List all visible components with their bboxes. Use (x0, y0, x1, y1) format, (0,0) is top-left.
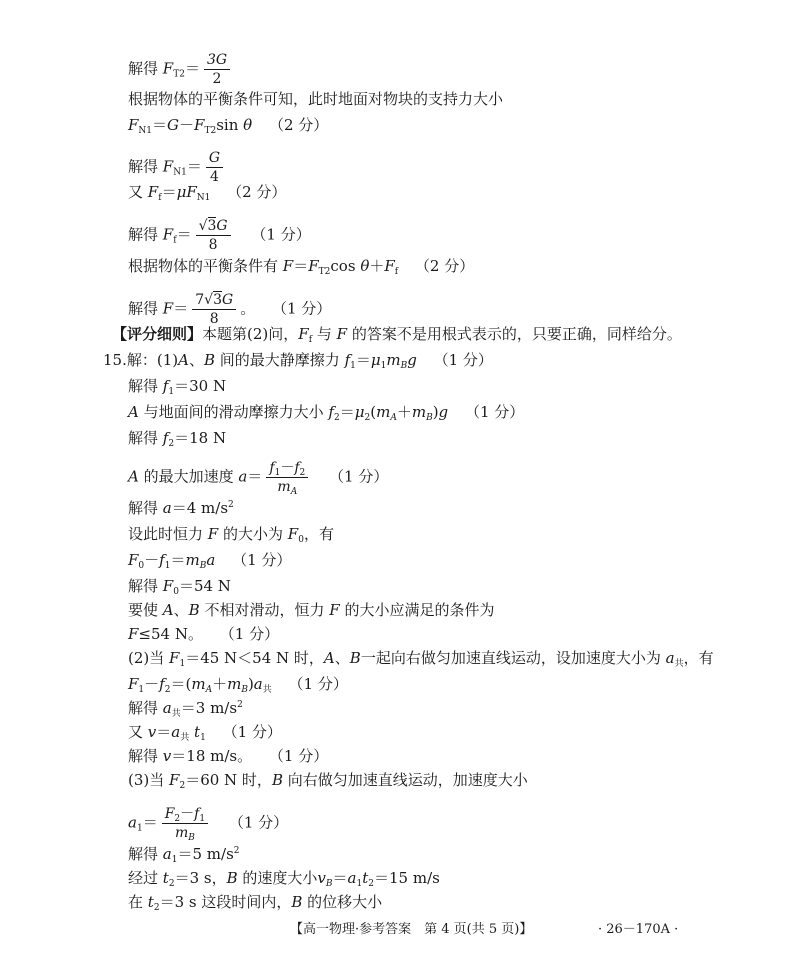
symbol: B (203, 351, 215, 369)
line-solve-v (128, 746, 328, 766)
symbol: m (227, 675, 242, 693)
text: 根据物体的平衡条件可知，此时地面对物块的支持力大小 (128, 90, 504, 108)
subscript: 1 (350, 361, 356, 371)
fraction (206, 150, 223, 185)
symbol: F (162, 299, 174, 318)
line-q15-start (103, 350, 493, 370)
symbol: m (386, 351, 401, 369)
line-solve-a (128, 498, 234, 518)
subscript: 1 (168, 387, 175, 397)
subscript: 0 (298, 535, 304, 545)
plus: ＋ (212, 675, 228, 693)
equals: ＝ (156, 723, 172, 741)
symbol: g (407, 351, 417, 369)
text: ＝45 N＜54 N 时， (185, 649, 324, 667)
equals: ＝ (173, 299, 189, 318)
subscript: B (241, 685, 248, 695)
symbol: F (162, 59, 174, 78)
subscript: N1 (138, 126, 153, 136)
subscript: 1 (164, 561, 171, 571)
symbol: a (162, 499, 172, 517)
symbol: f (294, 460, 300, 476)
value: ≤54 N。 (138, 625, 203, 643)
symbol: F (162, 157, 174, 176)
subscript: 1 (138, 685, 145, 695)
subscript: 2 (364, 413, 371, 423)
equals: ＝ (170, 551, 186, 569)
line-solve-f1 (128, 376, 226, 396)
equals: ＝ (161, 183, 177, 201)
equals: ＝ (142, 813, 158, 832)
function: sin (216, 116, 239, 134)
fraction (196, 218, 231, 253)
symbol: a (128, 813, 137, 832)
label: 解得 (128, 225, 159, 244)
text: ，有 (303, 525, 334, 543)
separator: 、 (334, 649, 350, 667)
fraction (192, 292, 236, 327)
text: 的位移大小 (307, 893, 383, 911)
label: 解得 (128, 699, 159, 717)
subscript: f (173, 235, 177, 246)
text: ＝3 s， (174, 869, 227, 887)
value: ＝5 m/s (177, 845, 234, 863)
score: （2 分） (227, 183, 287, 201)
symbol: μ (370, 351, 381, 369)
symbol: a (162, 699, 172, 717)
fraction (266, 460, 308, 495)
subscript: 1 (356, 879, 363, 889)
denominator (274, 478, 300, 495)
symbol: F (207, 525, 219, 543)
symbol: F (128, 675, 139, 693)
symbol: B (349, 649, 361, 667)
fraction (162, 806, 208, 841)
line-solve-f (128, 292, 331, 327)
subscript: T2 (173, 69, 185, 80)
subscript: A (205, 685, 213, 695)
text: 经过 (128, 869, 159, 887)
subscript: 1 (274, 468, 281, 478)
superscript: 2 (233, 846, 240, 856)
symbol: F (162, 225, 174, 244)
symbol: μF (176, 183, 197, 201)
subscript: 1 (199, 814, 206, 824)
line-solve-a1 (128, 844, 240, 864)
symbol: m (376, 403, 391, 421)
symbol: g (438, 403, 449, 421)
symbol: F (194, 116, 205, 134)
label: 解得 (128, 845, 159, 863)
line-solve-a-gong (128, 698, 243, 718)
score: （1 分） (251, 225, 311, 244)
score: （1 分） (464, 403, 525, 421)
fraction (204, 52, 230, 87)
text: ＝60 N 时， (185, 771, 272, 789)
line-equation (128, 402, 524, 422)
text: 的大小应满足的条件为 (344, 601, 495, 619)
equals: ＝ (247, 467, 263, 486)
equals: ＝ (355, 351, 371, 369)
text: 的大小为 (223, 525, 284, 543)
subscript: 0 (138, 561, 145, 571)
line-solve-f2 (128, 428, 226, 448)
text: 与 (316, 325, 332, 343)
footer-page-info: 【高一物理·参考答案 第 4 页(共 5 页)】 (290, 922, 533, 937)
symbol: F (128, 625, 139, 643)
text: 与地面间的滑动摩擦力大小 (143, 403, 324, 421)
symbol: m (174, 825, 189, 841)
subscript: N1 (173, 167, 187, 178)
symbol: B (271, 771, 283, 789)
subscript: 共 (171, 709, 181, 719)
denominator: 8 (209, 311, 219, 327)
numerator (162, 806, 208, 824)
symbol: a (665, 649, 675, 667)
line-solve-f0 (128, 576, 231, 596)
subscript: 1 (179, 659, 186, 669)
label: 解得 (128, 299, 159, 318)
line-solve-fn1 (128, 150, 227, 185)
label: 解得 (128, 747, 159, 765)
subscript: 2 (174, 814, 181, 824)
symbol: F (128, 116, 139, 134)
symbol: f (344, 351, 351, 369)
subscript: A (290, 487, 298, 497)
value: ＝15 m/s (373, 869, 440, 887)
symbol: F (336, 325, 348, 343)
subscript: 2 (299, 468, 306, 478)
symbol: A (178, 351, 189, 369)
line-velocity-b (128, 868, 440, 888)
subscript: f (158, 193, 162, 203)
symbol: θ (243, 116, 253, 134)
symbol: F (147, 183, 159, 201)
score: （1 分） (222, 723, 282, 741)
numerator: G (206, 150, 223, 168)
line-equation (128, 256, 474, 276)
value: ＝3 m/s (180, 699, 238, 717)
symbol: F (162, 577, 174, 595)
line-equation (128, 722, 282, 742)
text: (3)当 (128, 771, 165, 789)
line-equation (128, 550, 291, 570)
text: 一起向右做匀加速直线运动，设加速度大小为 (360, 649, 661, 667)
line-grading-note (112, 324, 682, 344)
symbol: f (162, 377, 169, 395)
symbol: a (238, 467, 248, 486)
line-solve-ft2 (128, 52, 234, 87)
subscript: 共 (674, 659, 684, 669)
score: （1 分） (228, 813, 289, 832)
subscript: 1 (200, 733, 206, 743)
symbol: m (185, 551, 200, 569)
symbol: t (362, 869, 369, 887)
line-max-accel (128, 460, 388, 495)
symbol: a (347, 869, 357, 887)
subscript: T2 (318, 267, 331, 277)
text: 的答案不是用根式表示的，只要正确，同样给分。 (351, 325, 682, 343)
symbol: m (411, 403, 427, 421)
text: 解：(1) (126, 351, 179, 369)
score: （2 分） (268, 116, 329, 134)
line-condition (128, 624, 279, 644)
question-number: 15. (103, 351, 127, 369)
symbol: F (164, 806, 175, 822)
label: 解得 (128, 59, 159, 78)
score: （1 分） (433, 351, 493, 369)
text: ，有 (683, 649, 714, 667)
symbol: G (167, 116, 180, 134)
symbol: f (194, 806, 200, 822)
line-accel-b (128, 806, 288, 841)
subscript: 2 (168, 879, 175, 889)
footer-code: · 26－170A · (598, 922, 679, 937)
symbol: F (384, 257, 395, 275)
symbol: f (159, 675, 165, 693)
symbol: G (216, 218, 228, 234)
subscript: 1 (171, 855, 178, 865)
symbol: F (287, 525, 299, 543)
score: （1 分） (268, 747, 329, 765)
subscript: A (390, 413, 397, 423)
line-text (128, 89, 503, 109)
superscript: 2 (237, 700, 243, 710)
symbol: B (291, 893, 303, 911)
text: 要使 (128, 601, 159, 619)
text: 根据物体的平衡条件有 (128, 257, 279, 275)
score: （1 分） (271, 299, 332, 318)
symbol: B (226, 869, 238, 887)
line-part3 (128, 770, 528, 790)
equals: ＝ (332, 869, 348, 887)
minus: － (179, 116, 195, 134)
line-solve-ff (128, 218, 311, 253)
symbol: t (194, 723, 201, 741)
symbol: a (253, 675, 263, 693)
symbol: F (282, 257, 294, 275)
value: ＝54 N (178, 577, 231, 595)
equals: ＝ (184, 59, 200, 78)
symbol: A (323, 649, 335, 667)
symbol: F (298, 325, 309, 343)
symbol: m (277, 479, 291, 495)
separator: 、 (173, 601, 189, 619)
line-equation (128, 182, 286, 202)
text: 不相对滑动，恒力 (204, 601, 325, 619)
superscript: 2 (228, 500, 234, 510)
symbol: a (171, 723, 181, 741)
numerator: √3G (196, 218, 231, 236)
subscript: 1 (136, 823, 143, 834)
plus: ＋ (369, 257, 385, 275)
page-footer (0, 919, 800, 941)
label: 解得 (128, 429, 159, 447)
subscript: 0 (173, 587, 179, 597)
label: 解得 (128, 377, 159, 395)
plus: ＋ (396, 403, 412, 421)
symbol: f (328, 403, 334, 421)
subscript: 2 (179, 781, 186, 791)
minus: － (144, 675, 160, 693)
grading-tag: 【评分细则】 (112, 325, 203, 343)
symbol: F (308, 257, 319, 275)
paren: ( (370, 403, 377, 421)
text: 间的最大静摩擦力 (219, 351, 340, 369)
symbol: B (188, 601, 200, 619)
subscript: 共 (262, 685, 272, 695)
numerator: 7√3G (192, 292, 236, 310)
symbol: a (162, 845, 172, 863)
subscript: B (426, 413, 433, 423)
radicand: 3 (213, 292, 222, 308)
radicand: 3 (207, 218, 217, 234)
subscript: 共 (180, 733, 190, 743)
equals: ＝ (339, 403, 355, 421)
text: ＝3 s 这段时间内， (159, 893, 292, 911)
text: 的最大加速度 (143, 467, 234, 486)
label: 解得 (128, 577, 159, 595)
text: 本题第(2)问， (202, 325, 299, 343)
line-text (128, 524, 334, 544)
equals: ＝ (293, 257, 309, 275)
subscript: 2 (333, 413, 340, 423)
subscript: 2 (164, 685, 171, 695)
denominator (172, 824, 198, 841)
equals: ＝ (176, 225, 192, 244)
text: 的速度大小 (242, 869, 318, 887)
subscript: 2 (153, 903, 160, 913)
function: cos (330, 257, 356, 275)
symbol: A (128, 467, 139, 486)
value: ＝4 m/s (171, 499, 229, 517)
symbol: F (128, 551, 139, 569)
score: （1 分） (329, 467, 389, 486)
label: 又 (128, 723, 144, 741)
symbol: m (191, 675, 206, 693)
value: ＝18 m/s。 (171, 747, 253, 765)
symbol: a (206, 551, 216, 569)
subscript: T2 (204, 126, 217, 136)
symbol: v (162, 747, 172, 765)
symbol: f (159, 551, 165, 569)
subscript: B (199, 561, 207, 571)
symbol: μ (354, 403, 365, 421)
line-equation (128, 115, 328, 135)
equals: ＝ (152, 116, 168, 134)
subscript: B (400, 361, 408, 371)
period: 。 (240, 299, 256, 318)
symbol: f (162, 429, 169, 447)
symbol: v (147, 723, 157, 741)
denominator: 2 (212, 71, 222, 87)
symbol: G (222, 292, 234, 308)
paren: ) (247, 675, 254, 693)
label: 又 (128, 183, 144, 201)
subscript: 2 (368, 879, 374, 889)
equals: ＝( (170, 675, 192, 693)
subscript: 1 (380, 361, 387, 371)
symbol: t (147, 893, 154, 911)
subscript: B (188, 833, 195, 843)
numerator: 3G (204, 52, 230, 70)
paren: ) (432, 403, 439, 421)
symbol: f (269, 460, 275, 476)
minus: － (144, 551, 160, 569)
denominator: 8 (208, 237, 218, 253)
value: ＝30 N (174, 377, 227, 395)
subscript: f (394, 267, 399, 277)
line-equation (128, 674, 348, 694)
value: ＝18 N (174, 429, 227, 447)
symbol: F (329, 601, 340, 619)
score: （1 分） (219, 625, 280, 643)
symbol: A (128, 403, 139, 421)
score: （1 分） (288, 675, 348, 693)
subscript: 2 (168, 439, 175, 449)
symbol: θ (360, 257, 370, 275)
denominator: 4 (209, 169, 219, 185)
line-part2 (128, 648, 714, 668)
symbol: t (162, 869, 169, 887)
minus: － (180, 806, 195, 822)
line-text (128, 600, 494, 620)
label: 解得 (128, 157, 159, 176)
subscript: f (308, 335, 313, 345)
numerator (266, 460, 308, 478)
text: 设此时恒力 (128, 525, 204, 543)
symbol: v (317, 869, 326, 887)
equals: ＝ (186, 157, 202, 176)
symbol: F (169, 649, 180, 667)
label: 解得 (128, 499, 159, 517)
symbol: A (162, 601, 174, 619)
symbol: F (169, 771, 180, 789)
score: （2 分） (414, 257, 475, 275)
subscript: B (325, 879, 333, 889)
subscript: N1 (196, 193, 211, 203)
text: (2)当 (128, 649, 165, 667)
text: 在 (128, 893, 144, 911)
coefficient: 7 (195, 292, 205, 308)
separator: 、 (188, 351, 204, 369)
score: （1 分） (232, 551, 292, 569)
minus: － (280, 460, 295, 476)
text: 向右做匀加速直线运动，加速度大小 (287, 771, 528, 789)
line-displacement-b (128, 892, 382, 912)
